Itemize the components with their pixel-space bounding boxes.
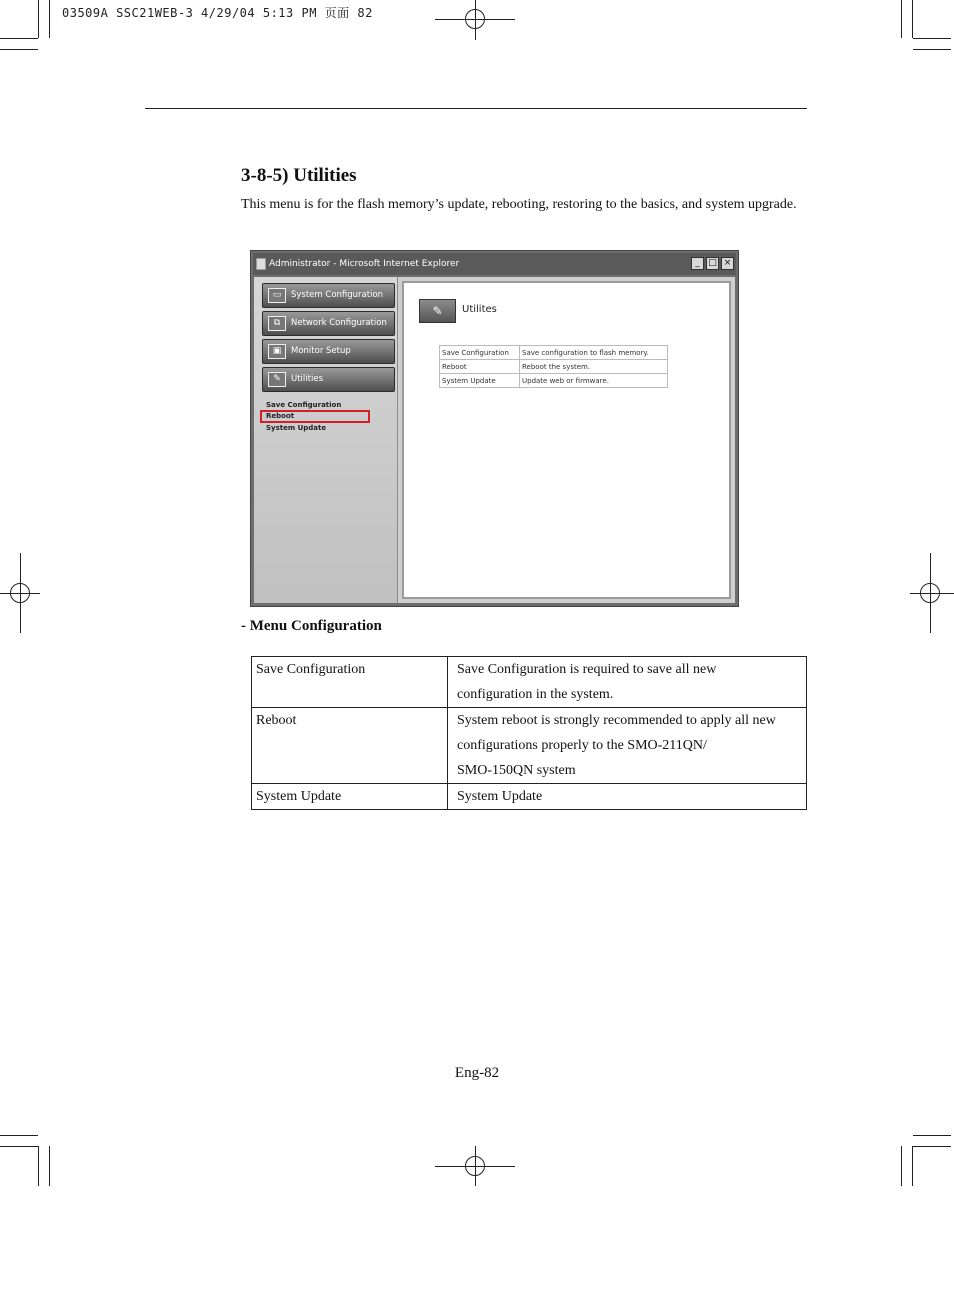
menu-configuration-heading: - Menu Configuration <box>241 618 382 634</box>
description-line: System reboot is strongly recommended to apply all new <box>457 713 776 728</box>
menu-configuration-table <box>251 656 807 810</box>
maximize-icon[interactable]: □ <box>706 257 719 270</box>
content-title: Utilites <box>462 304 497 315</box>
monitor-icon: ▣ <box>268 344 286 359</box>
submenu-system-update[interactable]: System Update <box>266 424 327 432</box>
menu-button-label: System Configuration <box>291 290 384 300</box>
left-menu-pane <box>254 277 398 603</box>
utility-description: Save configuration to flash memory. <box>520 346 668 360</box>
computer-icon: ▭ <box>268 288 286 303</box>
menu-button-utilities[interactable] <box>262 367 395 392</box>
browser-screenshot <box>250 250 739 607</box>
section-intro: This menu is for the flash memory’s update, rebooting, restoring to the basics, and system upgrade. <box>241 197 797 212</box>
menu-button-network-configuration[interactable] <box>262 311 395 336</box>
table-row <box>252 657 807 708</box>
menu-button-monitor-setup[interactable] <box>262 339 395 364</box>
browser-icon <box>256 258 266 270</box>
window-title: Administrator - Microsoft Internet Explorer <box>269 259 460 269</box>
utility-name[interactable]: Reboot <box>440 360 520 374</box>
menu-name-cell: Reboot <box>252 708 448 784</box>
menu-description-cell <box>448 708 807 784</box>
table-row <box>440 360 668 374</box>
content-pane <box>402 281 731 599</box>
section-title: 3-8-5) Utilities <box>241 165 357 186</box>
description-line: Save Configuration is required to save all new <box>457 662 717 677</box>
submenu-save-configuration[interactable]: Save Configuration <box>266 401 342 409</box>
description-line: SMO-150QN system <box>457 763 576 778</box>
close-icon[interactable]: × <box>721 257 734 270</box>
table-row <box>440 346 668 360</box>
minimize-icon[interactable]: _ <box>691 257 704 270</box>
submenu-reboot[interactable]: Reboot <box>266 412 295 420</box>
browser-client-area <box>254 277 735 603</box>
utility-description: Reboot the system. <box>520 360 668 374</box>
menu-description-cell <box>448 657 807 708</box>
utilities-table <box>439 345 668 388</box>
page-number: Eng-82 <box>454 1065 500 1081</box>
print-header: 03509A SSC21WEB-3 4/29/04 5:13 PM 页面 82 <box>62 6 373 20</box>
menu-button-label: Network Configuration <box>291 318 387 328</box>
utility-description: Update web or firmware. <box>520 374 668 388</box>
utility-name[interactable]: Save Configuration <box>440 346 520 360</box>
reboot-highlight-box <box>260 410 370 423</box>
header-rule <box>145 108 807 109</box>
wrench-icon: ✎ <box>268 372 286 387</box>
utility-name[interactable]: System Update <box>440 374 520 388</box>
description-line: System Update <box>457 789 543 804</box>
network-icon: ⧉ <box>268 316 286 331</box>
menu-button-system-configuration[interactable] <box>262 283 395 308</box>
utilities-icon: ✎ <box>419 299 456 323</box>
menu-name-cell: Save Configuration <box>252 657 448 708</box>
menu-button-label: Monitor Setup <box>291 346 351 356</box>
table-row <box>252 708 807 784</box>
table-row <box>252 784 807 810</box>
table-row <box>440 374 668 388</box>
description-line: configurations properly to the SMO-211QN/ <box>457 738 707 753</box>
description-line: configuration in the system. <box>457 687 614 702</box>
menu-button-label: Utilities <box>291 374 323 384</box>
window-titlebar <box>253 253 736 275</box>
menu-description-cell <box>448 784 807 810</box>
menu-name-cell: System Update <box>252 784 448 810</box>
